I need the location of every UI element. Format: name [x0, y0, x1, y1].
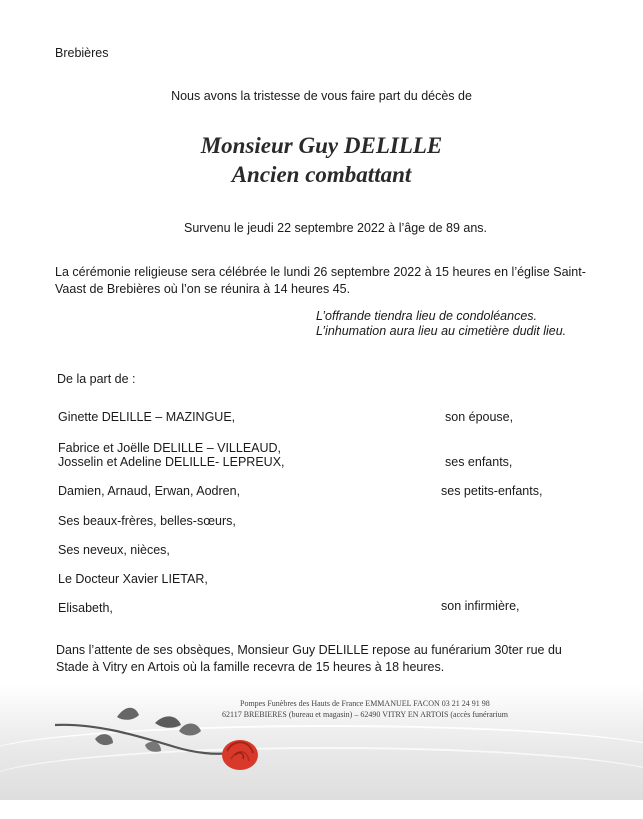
location-line: Brebières [55, 46, 109, 60]
family-entry-relation: ses enfants, [445, 455, 513, 469]
rose-icon [55, 695, 265, 785]
family-entry-name: Le Docteur Xavier LIETAR, [58, 572, 208, 586]
death-date-line: Survenu le jeudi 22 septembre 2022 à l’âge de 89 ans. [184, 221, 487, 235]
family-entry-name: Ses neveux, nièces, [58, 543, 170, 557]
footer-beach-image [0, 685, 643, 800]
funerarium-notice: Dans l’attente de ses obsèques, Monsieur Guy DELILLE repose au funérarium 30ter rue du Stade à Vitry en Artois où la famille recevra de 15 heures à 18 heures. [56, 643, 562, 674]
deceased-name: Monsieur Guy DELILLE [200, 133, 443, 158]
funeral-home-line1: Pompes Funèbres des Hauts de France EMMANUEL FACON 03 21 24 91 98 [240, 699, 490, 708]
burial-line: L’inhumation aura lieu au cimetière dudit lieu. [316, 324, 567, 338]
ceremony-paragraph: La cérémonie religieuse sera célébrée le lundi 26 septembre 2022 à 15 heures en l’église Saint-Vaast de Brebières où l’on se réunira à 14 heures 45. [55, 265, 586, 296]
family-entry-relation: ses petits-enfants, [441, 484, 543, 498]
family-entry-name: Elisabeth, [58, 601, 113, 615]
family-entry-relation: son infirmière, [441, 599, 520, 613]
offering-line: L’offrande tiendra lieu de condoléances. [316, 309, 537, 323]
family-label: De la part de : [57, 372, 136, 386]
deceased-title: Ancien combattant [231, 162, 412, 187]
family-entry-name: Damien, Arnaud, Erwan, Aodren, [58, 484, 241, 498]
family-entry-name: Ginette DELILLE – MAZINGUE, [58, 410, 236, 424]
family-entry-name: Ses beaux-frères, belles-sœurs, [58, 514, 236, 528]
funeral-home-line2: 62117 BREBIERES (bureau et magasin) – 62490 VITRY EN ARTOIS (accès funérarium [222, 710, 508, 719]
family-entry-name: Josselin et Adeline DELILLE- LEPREUX, [58, 455, 285, 469]
intro-line: Nous avons la tristesse de vous faire part du décès de [171, 89, 472, 103]
family-entry-name: Fabrice et Joëlle DELILLE – VILLEAUD, [58, 441, 282, 455]
family-entry-relation: son épouse, [445, 410, 514, 424]
